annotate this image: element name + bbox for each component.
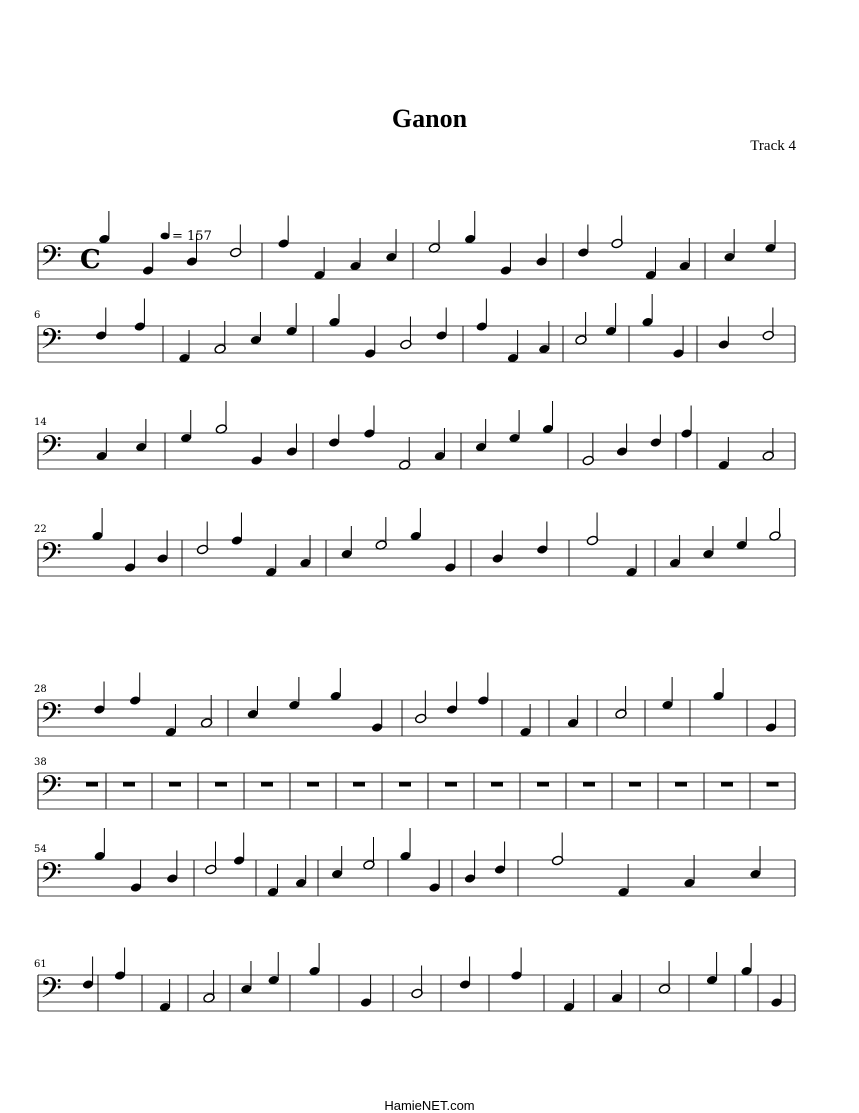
staff-system	[34, 943, 795, 1012]
whole-rest	[675, 782, 687, 787]
time-signature: C	[80, 245, 101, 275]
score-title: Ganon	[391, 104, 468, 133]
whole-rest	[261, 782, 273, 787]
measure-number: 38	[34, 757, 47, 768]
whole-rest	[307, 782, 319, 787]
bass-clef-icon: 𝄢	[40, 537, 62, 577]
whole-rest	[537, 782, 549, 787]
bass-clef-icon: 𝄢	[40, 697, 62, 737]
staff-system	[34, 828, 795, 897]
whole-rest	[215, 782, 227, 787]
whole-rest	[86, 782, 98, 787]
measure-number: 28	[34, 684, 47, 695]
whole-rest	[583, 782, 595, 787]
bass-clef-icon: 𝄢	[40, 323, 62, 363]
staff-system	[34, 294, 795, 363]
whole-rest	[767, 782, 779, 787]
bass-clef-icon: 𝄢	[40, 430, 62, 470]
staff-system	[34, 401, 795, 470]
whole-rest	[491, 782, 503, 787]
bass-clef-icon: 𝄢	[40, 857, 62, 897]
whole-rest	[721, 782, 733, 787]
whole-rest	[123, 782, 135, 787]
staff-system	[34, 668, 795, 737]
bass-clef-icon: 𝄢	[40, 972, 62, 1012]
measure-number: 54	[34, 844, 47, 855]
footer-site: HamieNET.com	[384, 1098, 475, 1113]
measure-number: 61	[34, 959, 47, 970]
whole-rest	[445, 782, 457, 787]
measure-number: 22	[34, 524, 47, 535]
whole-rest	[399, 782, 411, 787]
bass-clef-icon: 𝄢	[40, 240, 62, 280]
staff-system	[34, 757, 795, 810]
whole-rest	[169, 782, 181, 787]
staff-system	[38, 211, 795, 280]
instrument-label: Track 4	[750, 138, 796, 154]
measure-number: 14	[34, 417, 47, 428]
whole-rest	[629, 782, 641, 787]
tempo-note-icon	[161, 233, 170, 240]
measure-number: 6	[34, 310, 41, 321]
whole-rest	[353, 782, 365, 787]
bass-clef-icon: 𝄢	[40, 770, 62, 810]
staff-system	[34, 508, 795, 577]
tempo-marking: = 157	[172, 229, 212, 244]
